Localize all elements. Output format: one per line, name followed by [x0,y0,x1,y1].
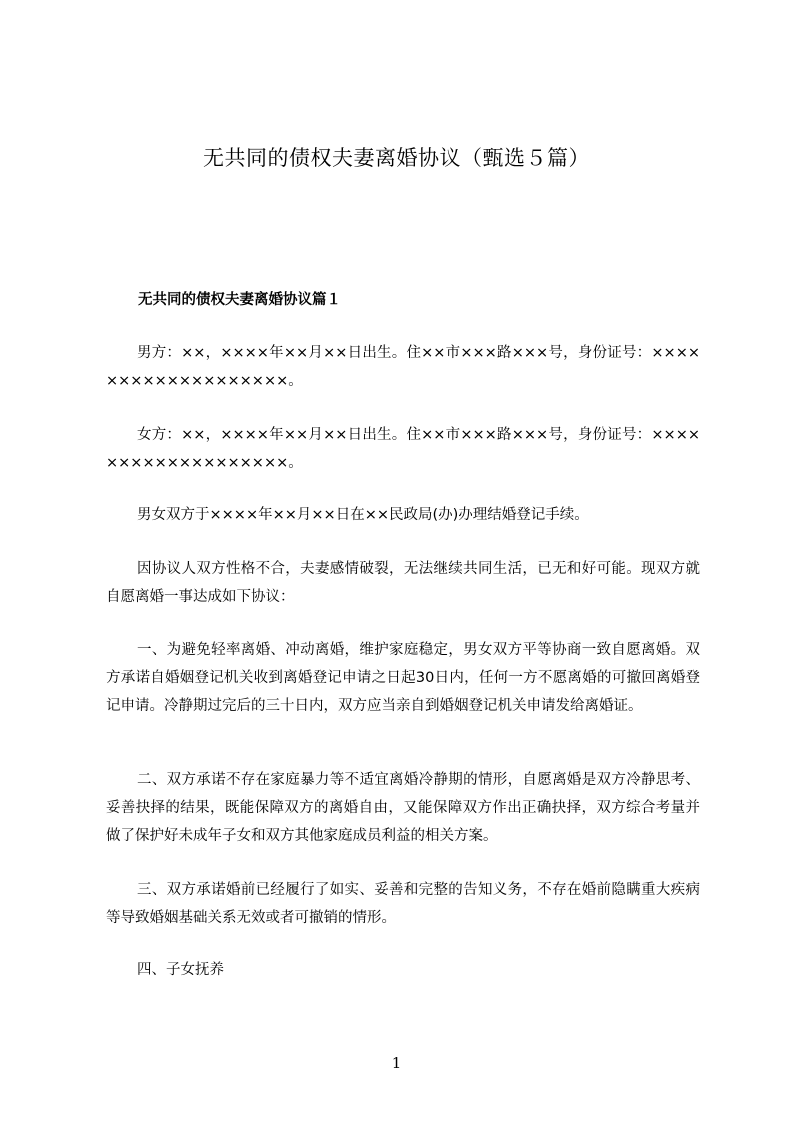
section-heading: 无共同的债权夫妻离婚协议篇１ [138,292,341,308]
paragraph-clause-3: 三、双方承诺婚前已经履行了如实、妥善和完整的告知义务，不存在婚前隐瞒重大疾病等导致婚姻基础关系无效或者可撤销的情形。 [106,882,700,926]
paragraph-wife-info: 女方：××，××××年××月××日出生。住××市×××路×××号，身份证号：×××××××××××××××××××。 [106,427,700,471]
paragraph-clause-2: 二、双方承诺不存在家庭暴力等不适宜离婚冷静期的情形，自愿离婚是双方冷静思考、妥善抉择的结果，既能保障双方的离婚自由，又能保障双方作出正确抉择，双方综合考量并做了保护好未成年子女和双方其他家庭成员利益的相关方案。 [106,772,700,844]
document-title: 无共同的债权夫妻离婚协议（甄选５篇） [203,146,590,170]
paragraph-marriage-registration: 男女双方于××××年××月××日在××民政局(办)办理结婚登记手续。 [137,507,589,523]
page-number: 1 [391,1054,402,1072]
paragraph-husband-info: 男方：××，××××年××月××日出生。住××市×××路×××号，身份证号：×××××××××××××××××××。 [106,345,700,389]
paragraph-reason: 因协议人双方性格不合，夫妻感情破裂，无法继续共同生活，已无和好可能。现双方就自愿离婚一事达成如下协议： [106,561,700,605]
paragraph-clause-1: 一、为避免轻率离婚、冲动离婚，维护家庭稳定，男女双方平等协商一致自愿离婚。双方承诺自婚姻登记机关收到离婚登记申请之日起30日内，任何一方不愿离婚的可撤回离婚登记申请。冷静期过完后的三十日内，双方应当亲自到婚姻登记机关申请发给离婚证。 [106,642,700,714]
paragraph-clause-4-heading: 四、子女抚养 [137,962,224,978]
